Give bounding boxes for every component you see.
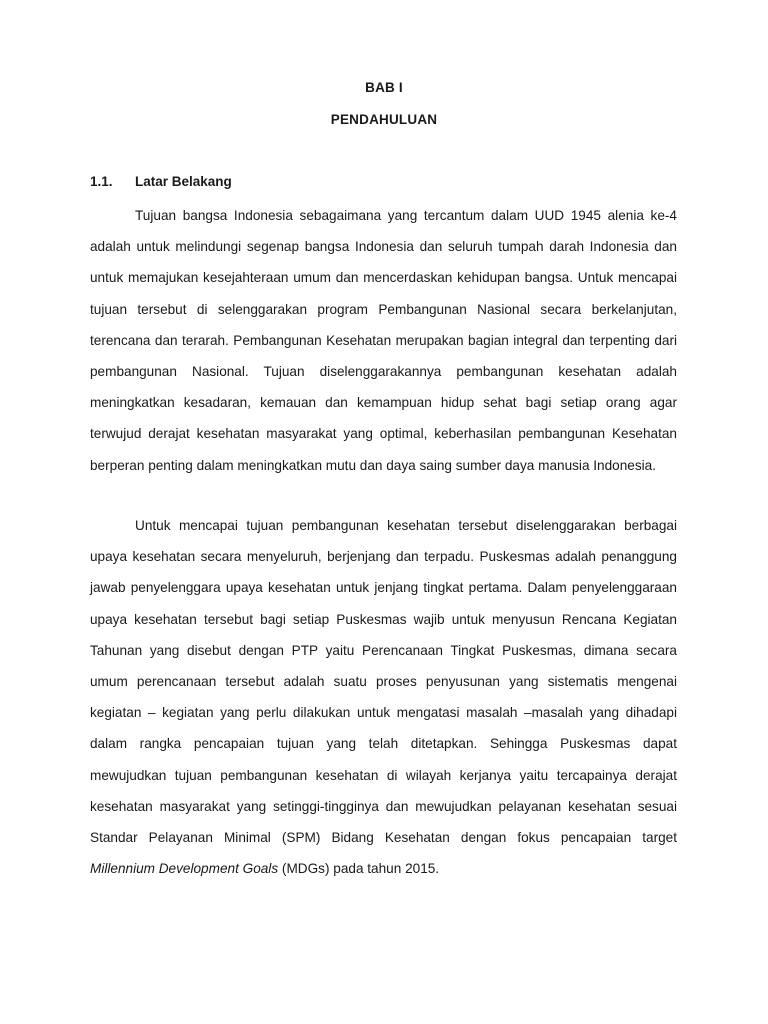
section-heading (90, 174, 232, 189)
paragraph-2-ending-text: (MDGs) pada tahun 2015. (278, 861, 440, 877)
chapter-title: PENDAHULUAN (330, 112, 438, 127)
section-number: 1.1. (90, 174, 113, 189)
paragraph-2 (90, 510, 677, 884)
paragraph-1: Tujuan bangsa Indonesia sebagaimana yang tercantum dalam UUD 1945 alenia ke-4 adalah untuk melindungi segenap bangsa Indonesia dan seluruh tumpah darah Indonesia dan untuk memajukan kesejahteraan umum dan mencerdaskan kehidupan bangsa. Untuk mencapai tujuan tersebut di selenggarakan program Pembangunan Nasional secara berkelanjutan, terencana dan terarah. Pembangunan Kesehatan merupakan bagian integral dan terpenting dari pembangunan Nasional. Tujuan diselenggarakannya pembangunan kesehatan adalah meningkatkan kesadaran, kemauan dan kemampuan hidup sehat bagi setiap orang agar terwujud derajat kesehatan masyarakat yang optimal, keberhasilan pembangunan Kesehatan berperan penting dalam meningkatkan mutu dan daya saing sumber daya manusia Indonesia. (90, 208, 677, 473)
paragraph-2-main-text: Untuk mencapai tujuan pembangunan kesehatan tersebut diselenggarakan berbagai upaya kesehatan secara menyeluruh, berjenjang dan terpadu. Puskesmas adalah penanggung jawab penyelenggara upaya kesehatan untuk jenjang tingkat pertama. Dalam penyelenggaraan upaya kesehatan tersebut bagi setiap Puskesmas wajib untuk menyusun Rencana Kegiatan Tahunan yang disebut dengan PTP yaitu Perencanaan Tingkat Puskesmas, dimana secara umum perencanaan tersebut adalah suatu proses penyusunan yang sistematis mengenai kegiatan – kegiatan yang perlu dilakukan untuk mengatasi masalah –masalah yang dihadapi dalam rangka pencapaian tujuan yang telah ditetapkan. Sehingga Puskesmas dapat mewujudkan tujuan pembangunan kesehatan di wilayah kerjanya yaitu tercapainya derajat kesehatan masyarakat yang setinggi-tingginya dan mewujudkan pelayanan kesehatan sesuai Standar Pelayanan Minimal (SPM) Bidang Kesehatan dengan fokus pencapaian target (90, 518, 677, 846)
paragraph-2-italic-term: Millennium Development Goals (90, 861, 279, 877)
chapter-number: BAB I (365, 80, 403, 95)
section-title: Latar Belakang (135, 174, 232, 189)
